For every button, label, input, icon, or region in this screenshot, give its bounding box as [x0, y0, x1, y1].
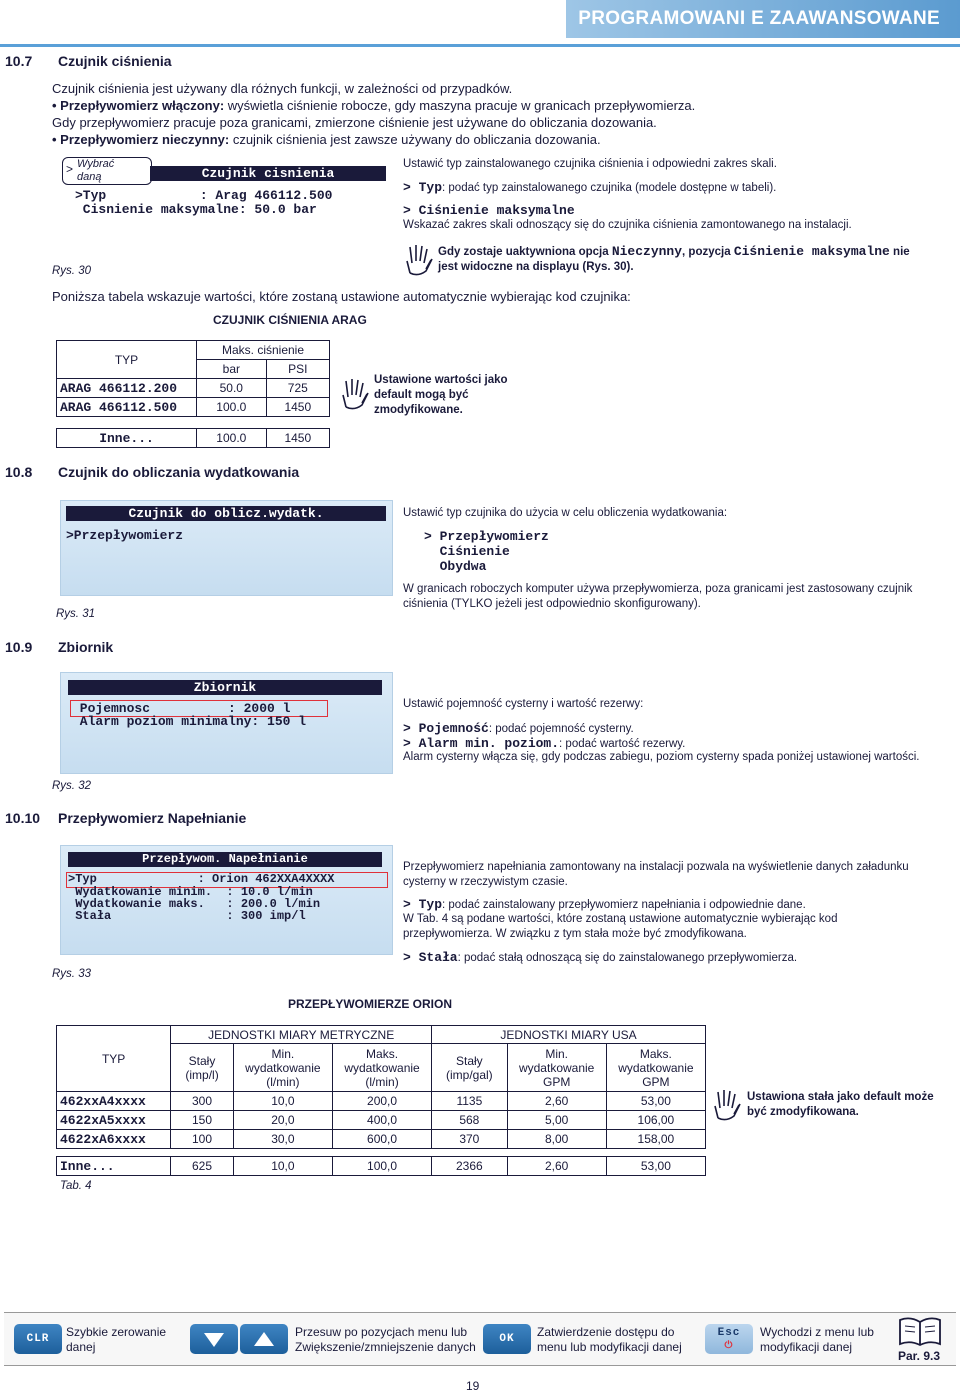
orion-table-other	[56, 1156, 706, 1176]
cell: 100.0	[197, 429, 267, 448]
hand-note-icon	[340, 377, 370, 411]
cell: 100.0	[197, 398, 267, 417]
right-text: Ustawić typ czujnika do użycia w celu obliczenia wydatkowania:	[403, 507, 728, 519]
code-alarm: > Alarm min. poziom.	[403, 736, 560, 751]
section-title: Zbiornik	[58, 639, 114, 655]
col-max: Maks. ciśnienie	[197, 341, 330, 360]
callout-bubble	[62, 157, 152, 185]
note-b: , pozycja	[682, 246, 734, 258]
bullet-1-line2: Gdy przepływomierz pracuje poza granicami, zmierzone ciśnienie jest używane do obliczania dozowania.	[52, 115, 657, 130]
lcd-title: Przepływom. Napełnianie	[68, 852, 382, 867]
table-row	[57, 429, 330, 448]
cell: 725	[266, 379, 329, 398]
section-title: Czujnik do obliczania wydatkowania	[58, 464, 300, 480]
note-c: nie	[889, 246, 910, 258]
tab-note: W Tab. 4 są podane wartości, które zostaną ustawione automatycznie wybierając kod	[403, 913, 838, 925]
cell: 4622xA6xxxx	[57, 1130, 171, 1149]
right-typ-line	[403, 180, 776, 196]
intro-line: Czujnik ciśnienia jest używany dla różnych funkcji, w zależności od przypadków.	[52, 81, 513, 96]
section-number: 10.7	[5, 53, 33, 69]
lcd-line-capacity[interactable]: Pojemnosc : 2000 l	[72, 701, 291, 716]
col-min2: Min. wydatkowanie GPM	[507, 1044, 606, 1092]
note-a: Gdy zostaje uaktywniona opcja	[438, 246, 612, 258]
lcd-line-min[interactable]: Wydatkowanie minim. : 10.0 l/min	[68, 885, 313, 899]
table-row	[57, 398, 330, 417]
triangle-down-icon	[190, 1324, 238, 1354]
cell: ARAG 466112.500	[57, 398, 197, 417]
cell: 400,0	[332, 1111, 431, 1130]
section-title: Czujnik ciśnienia	[58, 53, 172, 69]
arrow-key-desc-2: Zwiększenie/zmniejszenie danych	[295, 1340, 476, 1354]
section-number: 10.9	[5, 639, 33, 655]
col-bar: bar	[197, 360, 267, 379]
table-row	[57, 1092, 706, 1111]
lcd-line-alarm[interactable]: Alarm poziom minimalny: 150 l	[72, 714, 307, 729]
section-intro	[52, 80, 932, 148]
orion-table	[56, 1025, 706, 1149]
clr-key[interactable]: CLR	[14, 1324, 62, 1354]
option-both: Obydwa	[424, 559, 487, 574]
lcd-line-const[interactable]: Stała : 300 imp/l	[68, 909, 306, 923]
lcd-line-max[interactable]: Cisnienie maksymalne: 50.0 bar	[75, 202, 317, 217]
col-staly2: Stały (imp/gal)	[432, 1044, 507, 1092]
header-title: PROGRAMOWANI E ZAAWANSOWANE	[578, 8, 940, 29]
cell: 30,0	[233, 1130, 332, 1149]
table-row	[57, 1157, 706, 1176]
note-code1: Nieczynny	[611, 244, 683, 259]
ok-key-desc-1: Zatwierdzenie dostępu do	[537, 1325, 675, 1339]
lcd-title: Czujnik do oblicz.wydatk.	[66, 506, 386, 521]
section-title: Przepływomierz Napełnianie	[58, 810, 247, 826]
cell: 300	[171, 1092, 234, 1111]
cell: ARAG 466112.200	[57, 379, 197, 398]
col-typ: TYP	[57, 1026, 171, 1092]
cell: 10,0	[233, 1092, 332, 1111]
cell: Inne...	[57, 1157, 171, 1176]
col-psi: PSI	[266, 360, 329, 379]
code-capacity: > Pojemność	[403, 721, 489, 736]
section-number: 10.8	[5, 464, 33, 480]
cell: 53,00	[606, 1157, 705, 1176]
right-text-2: W granicach roboczych komputer używa przepływomierza, poza granicami jest zastosowany czujnik	[403, 583, 913, 595]
arag-table	[56, 340, 330, 417]
header-band	[566, 0, 960, 38]
typ-desc: : podać zainstalowany przepływomierz napełniania i odpowiednie dane.	[442, 899, 806, 911]
cell: 2,60	[507, 1157, 606, 1176]
cell: 370	[432, 1130, 507, 1149]
lcd-title: Zbiornik	[68, 680, 382, 695]
lcd-line-typ[interactable]: >Typ : Orion 462XXA4XXXX	[68, 872, 335, 886]
header-rule	[0, 44, 960, 47]
clr-key-desc: Szybkie zerowanie danej	[66, 1325, 167, 1354]
cell: 106,00	[606, 1111, 705, 1130]
table-row	[57, 1130, 706, 1149]
cell: 158,00	[606, 1130, 705, 1149]
right-text: Ustawić typ zainstalowanego czujnika ciśnienia i odpowiedni zakres skali.	[403, 158, 777, 170]
tab-note-b: przepływomierza. W związku z tym stała może być zmodyfikowana.	[403, 928, 747, 940]
cell: 50.0	[197, 379, 267, 398]
col-staly1: Stały (imp/l)	[171, 1044, 234, 1092]
esc-key-label: Esc	[717, 1327, 741, 1339]
book-icon	[896, 1316, 944, 1346]
lcd-line-max[interactable]: Wydatkowanie maks. : 200.0 l/min	[68, 897, 321, 911]
bullet-2	[52, 131, 932, 148]
max-desc: Wskazać zakres skali odnoszący się do czujnika ciśnienia zamontowanego na instalacji.	[403, 219, 852, 231]
typ-desc: : podać typ zainstalowanego czujnika (modele dostępne w tabeli).	[442, 182, 777, 194]
esc-key[interactable]	[705, 1324, 753, 1354]
table-title: PRZEPŁYWOMIERZE ORION	[288, 997, 453, 1011]
figure-caption: Rys. 32	[52, 780, 91, 792]
page-number: 19	[466, 1379, 480, 1393]
option-flowmeter: > Przepływomierz	[424, 529, 549, 544]
arag-table-other	[56, 428, 330, 448]
right-text-3: ciśnienia (TYLKO jeżeli jest odpowiednio skonfigurowany).	[403, 598, 701, 610]
cell: 1450	[266, 398, 329, 417]
const-desc: : podać stałą odnoszącą się do zainstalowanego przepływomierza.	[457, 952, 798, 964]
cell: 1135	[432, 1092, 507, 1111]
table-intro: Poniższa tabela wskazuje wartości, które zostaną ustawione automatycznie wybierając kod czujnika:	[52, 289, 631, 304]
cell: 8,00	[507, 1130, 606, 1149]
code-const: > Stała	[403, 950, 458, 965]
code-max: > Ciśnienie maksymalne	[403, 203, 575, 218]
ok-key[interactable]: OK	[483, 1324, 531, 1354]
callout-text: Wybrać daną	[77, 158, 115, 183]
cell: 600,0	[332, 1130, 431, 1149]
code-typ: > Typ	[403, 180, 443, 195]
paragraph-ref: Par. 9.3	[898, 1349, 941, 1363]
cell: 150	[171, 1111, 234, 1130]
hand-note-icon	[712, 1088, 742, 1122]
right-text: Ustawić pojemność cysterny i wartość rezerwy:	[403, 698, 644, 710]
capacity-desc: : podać pojemność cysterny.	[488, 723, 634, 735]
cell: 1450	[266, 429, 329, 448]
section-number: 10.10	[5, 810, 41, 826]
typ-line	[403, 897, 806, 913]
alarm-desc: : podać wartość rezerwy.	[559, 738, 686, 750]
cell: 53,00	[606, 1092, 705, 1111]
bullet-1-text: wyświetla ciśnienie robocze, gdy maszyna pracuje w granicach przepływomierza.	[224, 98, 696, 113]
col-typ: TYP	[57, 341, 197, 379]
col-min1: Min. wydatkowanie (l/min)	[233, 1044, 332, 1092]
bullet-1-bold: • Przepływomierz włączony:	[52, 98, 225, 113]
cell: 2366	[432, 1157, 507, 1176]
lcd-title: Czujnik cisnienia	[150, 166, 386, 181]
bullet-2-text: czujnik ciśnienia jest zawsze używany do obliczania dozowania.	[229, 132, 601, 147]
right-text-b: cysterny w rzeczywistym czasie.	[403, 876, 568, 888]
code-typ: > Typ	[403, 897, 443, 912]
col-max1: Maks. wydatkowanie (l/min)	[332, 1044, 431, 1092]
note-code2: Ciśnienie maksymalne	[733, 244, 890, 259]
table-row	[57, 1111, 706, 1130]
callout-arrow: >	[66, 162, 74, 176]
cell: 10,0	[233, 1157, 332, 1176]
alarm-note: Alarm cysterny włącza się, gdy podczas zabiegu, poziom cysterny spada poniżej ustawionej wartości.	[403, 751, 920, 763]
figure-caption: Rys. 33	[52, 968, 91, 980]
esc-key-desc-2: modyfikacji danej	[760, 1340, 853, 1354]
cell: Inne...	[57, 429, 197, 448]
note-30	[438, 244, 958, 275]
arrow-key-desc-1: Przesuw po pozycjach menu lub	[295, 1325, 468, 1339]
figure-caption: Rys. 30	[52, 265, 91, 277]
cell: 462xxA4xxxx	[57, 1092, 171, 1111]
cell: 5,00	[507, 1111, 606, 1130]
lcd-line-sel[interactable]: >Przepływomierz	[66, 528, 184, 543]
cell: 100	[171, 1130, 234, 1149]
hand-note-icon	[404, 243, 434, 277]
col-metric: JEDNOSTKI MIARY METRYCZNE	[171, 1026, 432, 1044]
note-line2: jest widoczne na displayu (Rys. 30).	[438, 261, 634, 273]
col-max2: Maks. wydatkowanie GPM	[606, 1044, 705, 1092]
table-caption: Tab. 4	[60, 1180, 92, 1192]
const-line	[403, 950, 797, 966]
cell: 568	[432, 1111, 507, 1130]
triangle-up-icon	[240, 1324, 288, 1354]
down-arrow-key[interactable]	[190, 1324, 238, 1354]
figure-caption: Rys. 31	[56, 608, 95, 620]
col-us: JEDNOSTKI MIARY USA	[432, 1026, 706, 1044]
power-icon: ⏻	[724, 1341, 734, 1352]
bullet-1	[52, 97, 932, 114]
cell: 4622xA5xxxx	[57, 1111, 171, 1130]
cell: 200,0	[332, 1092, 431, 1111]
table-row	[57, 379, 330, 398]
lcd-line-typ[interactable]: >Typ : Arag 466112.500	[75, 188, 333, 203]
right-text: Przepływomierz napełniania zamontowany na instalacji pozwala na wyświetlenie danych załadunku	[403, 861, 909, 873]
cell: 625	[171, 1157, 234, 1176]
up-arrow-key[interactable]	[240, 1324, 288, 1354]
table-note: Ustawione wartości jako default mogą być zmodyfikowane.	[374, 374, 508, 416]
table-title: CZUJNIK CIŚNIENIA ARAG	[213, 313, 367, 327]
capacity-line	[403, 721, 634, 737]
cell: 20,0	[233, 1111, 332, 1130]
ok-key-desc-2: menu lub modyfikacji danej	[537, 1340, 682, 1354]
bullet-2-bold: • Przepływomierz nieczynny:	[52, 132, 230, 147]
table-note: Ustawiona stała jako default może być zmodyfikowana.	[747, 1091, 934, 1118]
option-pressure: Ciśnienie	[424, 544, 510, 559]
esc-key-desc-1: Wychodzi z menu lub	[760, 1325, 874, 1339]
cell: 100,0	[332, 1157, 431, 1176]
cell: 2,60	[507, 1092, 606, 1111]
